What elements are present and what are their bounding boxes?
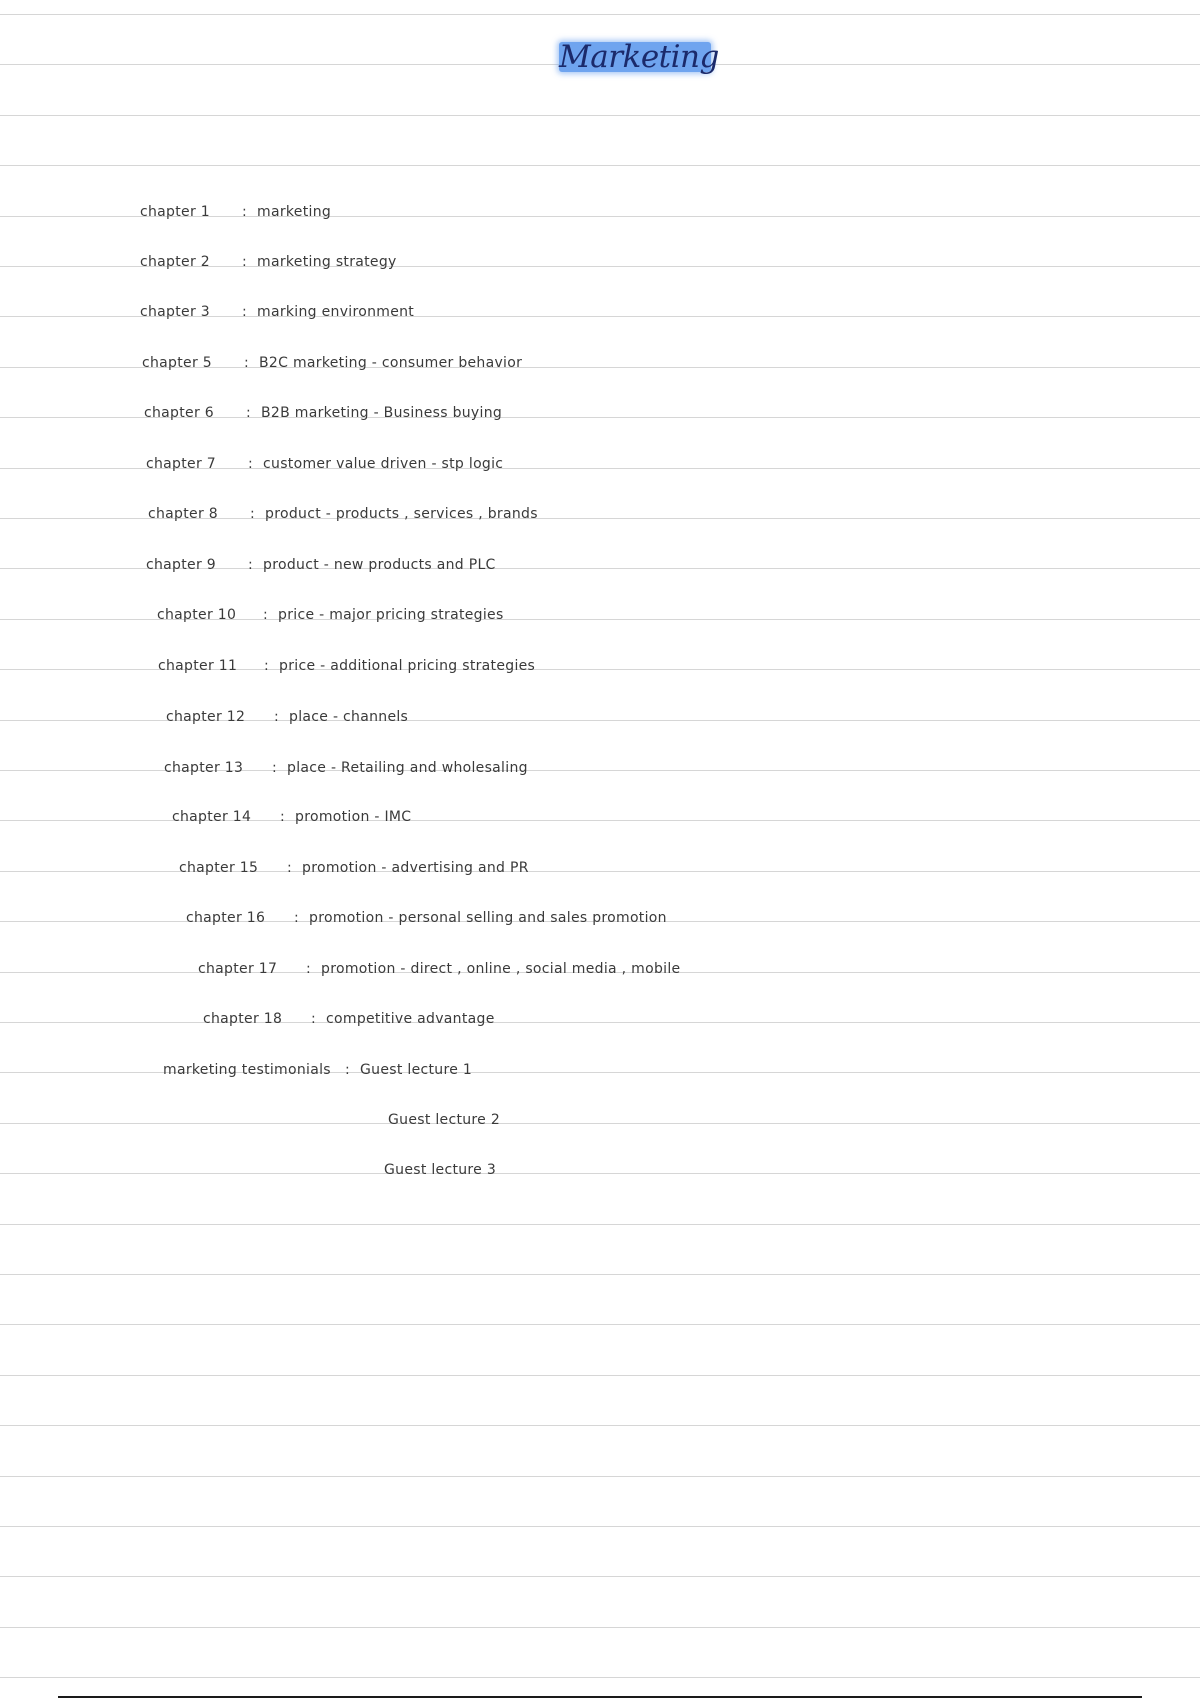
toc-entry-separator: : xyxy=(287,860,293,876)
toc-entry xyxy=(172,808,411,826)
toc-entry-label: chapter 16 xyxy=(186,910,266,926)
toc-entry-topic: promotion - IMC xyxy=(295,809,412,825)
toc-entry xyxy=(166,708,408,726)
toc-entry-separator: : xyxy=(263,607,269,623)
toc-entry-separator: : xyxy=(248,557,254,573)
toc-entry-label: chapter 2 xyxy=(140,254,210,270)
toc-entry-label: chapter 15 xyxy=(179,860,259,876)
toc-entry-topic: promotion - personal selling and sales promotion xyxy=(309,910,667,926)
toc-entry-topic: price - additional pricing strategies xyxy=(279,658,536,674)
toc-entry-label: chapter 8 xyxy=(148,506,218,522)
toc-entry xyxy=(179,859,529,877)
toc-entry xyxy=(203,1010,495,1028)
toc-entry-label: chapter 10 xyxy=(157,607,237,623)
toc-entry-separator: : xyxy=(306,961,312,977)
toc-entry-label: chapter 5 xyxy=(142,355,212,371)
toc-entry-topic: promotion - advertising and PR xyxy=(302,860,529,876)
guest-lecture-entry: Guest lecture 2 xyxy=(388,1112,501,1128)
toc-entry xyxy=(158,657,535,675)
bottom-rule xyxy=(58,1696,1142,1698)
toc-entry-separator: : xyxy=(248,456,254,472)
toc-entry-topic: B2B marketing - Business buying xyxy=(261,405,503,421)
toc-entry xyxy=(140,253,397,271)
toc-entry-topic: B2C marketing - consumer behavior xyxy=(259,355,523,371)
toc-entry-separator: : xyxy=(264,658,270,674)
toc-entry xyxy=(198,960,680,978)
toc-entry xyxy=(142,354,522,372)
toc-entry xyxy=(163,1061,472,1079)
toc-entry-topic: price - major pricing strategies xyxy=(278,607,504,623)
toc-entry xyxy=(140,203,331,221)
toc-entry-topic: marking environment xyxy=(257,304,415,320)
toc-entry xyxy=(144,404,502,422)
toc-entry-label: chapter 12 xyxy=(166,709,246,725)
toc-entry xyxy=(164,759,528,777)
toc-entry-separator: : xyxy=(244,355,250,371)
toc-entry-separator: : xyxy=(242,204,248,220)
toc-entry-label: chapter 3 xyxy=(140,304,210,320)
toc-entry xyxy=(146,556,496,574)
toc-entry-topic: place - Retailing and wholesaling xyxy=(287,760,528,776)
toc-entry-topic: competitive advantage xyxy=(326,1011,495,1027)
toc-entry-separator: : xyxy=(242,304,248,320)
toc-entry-label: chapter 17 xyxy=(198,961,278,977)
toc-entry-label: chapter 6 xyxy=(144,405,214,421)
toc-entry-topic: marketing strategy xyxy=(257,254,397,270)
toc-entry-separator: : xyxy=(311,1011,317,1027)
toc-entry-topic: product - products , services , brands xyxy=(265,506,538,522)
toc-entry xyxy=(140,303,414,321)
toc-entry-label: chapter 11 xyxy=(158,658,238,674)
toc-entry-label: marketing testimonials xyxy=(163,1062,331,1078)
toc-entry-separator: : xyxy=(246,405,252,421)
toc-entry-label: chapter 14 xyxy=(172,809,252,825)
toc-entry xyxy=(146,455,503,473)
toc-entry-separator: : xyxy=(345,1062,351,1078)
toc-entry-topic: product - new products and PLC xyxy=(263,557,496,573)
toc-entry xyxy=(157,606,504,624)
toc-entry-label: chapter 18 xyxy=(203,1011,283,1027)
toc-entry-separator: : xyxy=(294,910,300,926)
toc-entry-topic: promotion - direct , online , social media , mobile xyxy=(321,961,681,977)
toc-entry xyxy=(148,505,538,523)
toc-entry-separator: : xyxy=(280,809,286,825)
toc-entry-topic: marketing xyxy=(257,204,332,220)
toc-entry-topic: Guest lecture 1 xyxy=(360,1062,473,1078)
toc-entry-separator: : xyxy=(242,254,248,270)
toc-entry-label: chapter 7 xyxy=(146,456,216,472)
toc-entry-label: chapter 1 xyxy=(140,204,210,220)
toc-entry-topic: place - channels xyxy=(289,709,409,725)
toc-entry-topic: customer value driven - stp logic xyxy=(263,456,504,472)
title-text: Marketing xyxy=(559,39,719,75)
toc-entry-separator: : xyxy=(274,709,280,725)
toc-entry-separator: : xyxy=(250,506,256,522)
toc-entry-label: chapter 13 xyxy=(164,760,244,776)
toc-entry-separator: : xyxy=(272,760,278,776)
guest-lecture-entry: Guest lecture 3 xyxy=(384,1162,497,1178)
toc-entry-label: chapter 9 xyxy=(146,557,216,573)
toc-entry xyxy=(186,909,667,927)
